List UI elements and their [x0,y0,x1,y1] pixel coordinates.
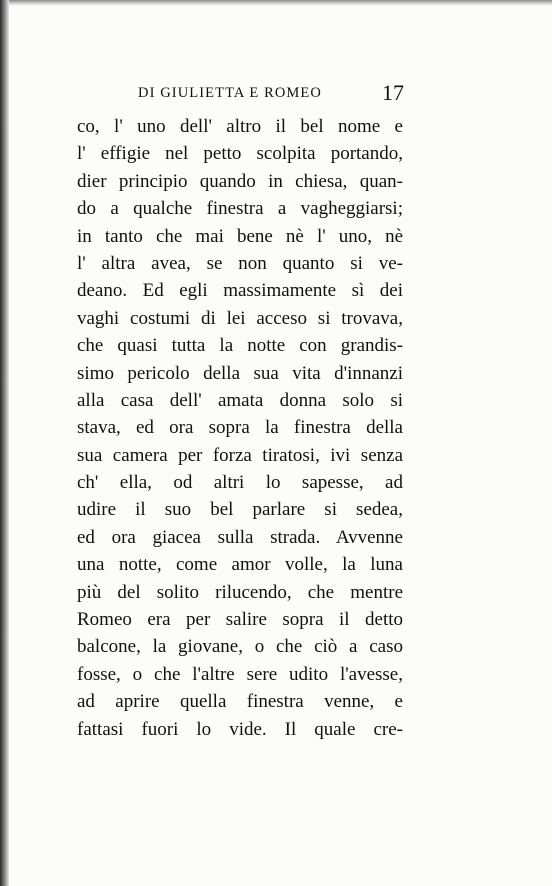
running-title: DI GIULIETTA E ROMEO [138,85,322,101]
text-line: fosse, o che l'altre sere udito l'avesse, [77,663,403,685]
text-line: l' effigie nel petto scolpita portando, [77,143,403,165]
text-line: ed ora giacea sulla strada. Avvenne [77,526,403,548]
text-line: balcone, la giovane, o che ciò a caso [77,636,403,658]
text-line: che quasi tutta la notte con grandis- [77,335,403,357]
text-line: stava, ed ora sopra la finestra della [77,417,403,439]
text-line: sua camera per forza tiratosi, ivi senza [77,444,403,466]
text-line: dier principio quando in chiesa, quan- [77,170,403,192]
text-line: l' altra avea, se non quanto si ve- [77,252,403,274]
text-line: udire il suo bel parlare si sedea, [77,499,403,521]
text-line: simo pericolo della sua vita d'innanzi [77,362,403,384]
page-number: 17 [382,80,404,105]
text-line: alla casa dell' amata donna solo si [77,389,403,411]
text-line: ad aprire quella finestra venne, e [77,691,403,713]
text-line: vaghi costumi di lei acceso si trovava, [77,307,403,329]
body-text [77,113,403,743]
text-line: co, l' uno dell' altro il bel nome e [77,116,403,137]
page-header [138,82,408,106]
text-line: do a qualche finestra a vagheggiarsi; [77,198,403,220]
text-line: Romeo era per salire sopra il detto [77,609,403,631]
text-line: deano. Ed egli massimamente sì dei [77,280,403,302]
text-line: in tanto che mai bene nè l' uno, nè [77,225,403,247]
text-line: più del solito rilucendo, che mentre [77,581,403,603]
text-line: ch' ella, od altri lo sapesse, ad [77,472,403,494]
text-line: fattasi fuori lo vide. Il quale cre- [77,718,403,740]
text-line: una notte, come amor volle, la luna [77,554,403,576]
binding-gutter [0,0,9,886]
page-top-edge [0,0,552,6]
